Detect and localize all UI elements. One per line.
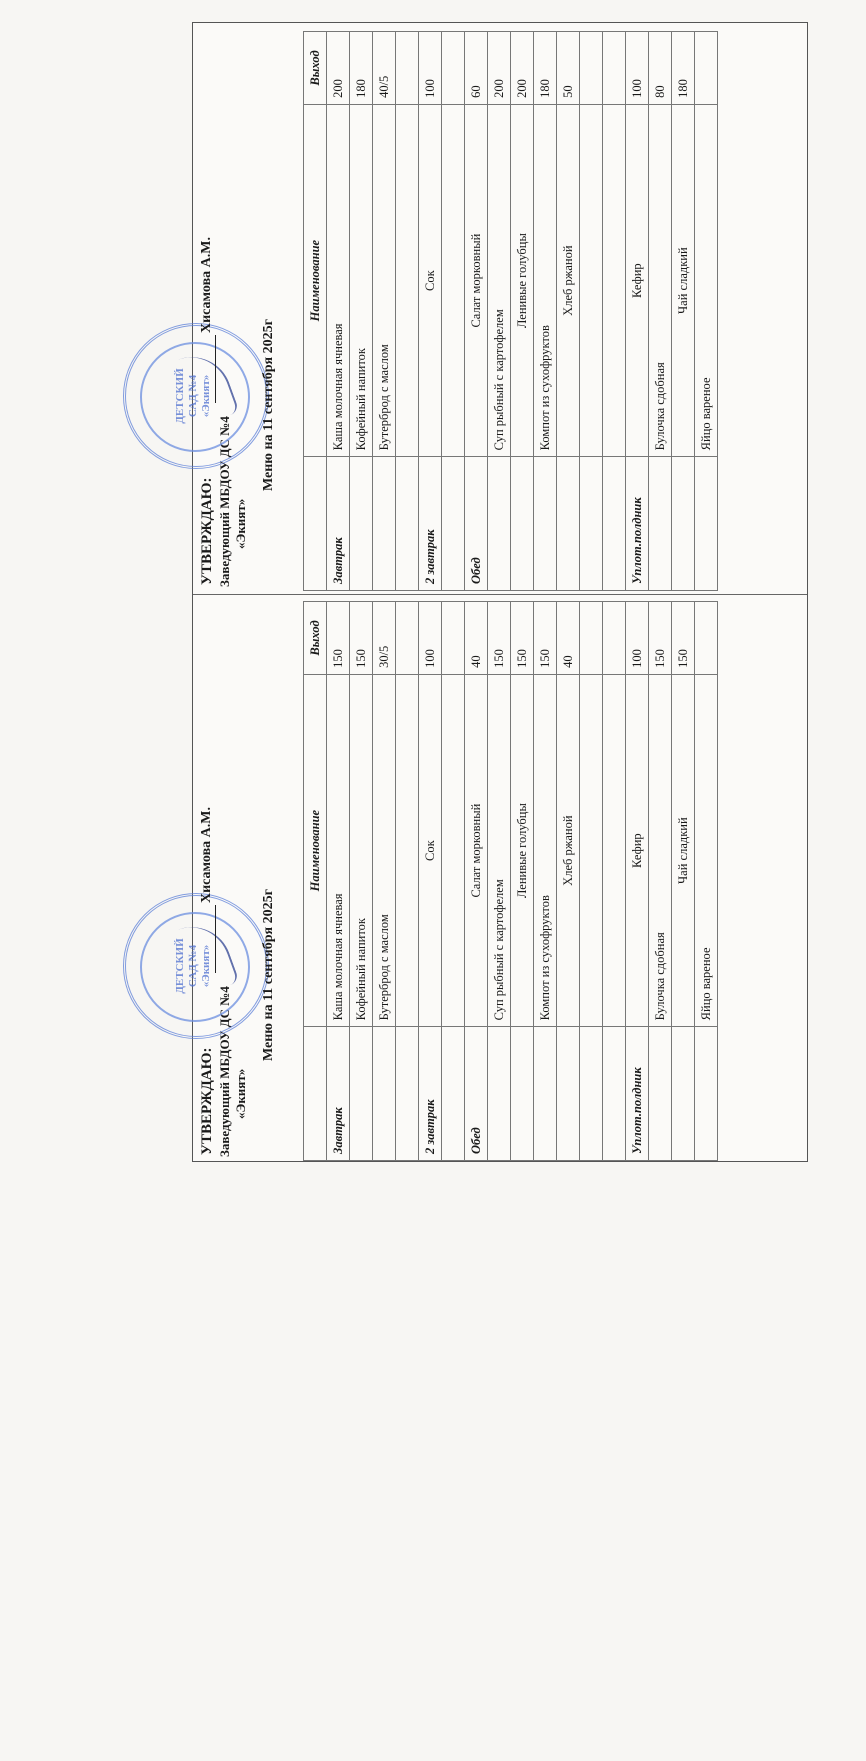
meal-cell: Обед bbox=[465, 1027, 488, 1161]
menu-panel-left bbox=[174, 620, 753, 1761]
dish-cell: Кефир bbox=[626, 674, 649, 1026]
meal-cell: Завтрак bbox=[327, 1027, 350, 1161]
meal-cell bbox=[373, 457, 396, 591]
output-cell: 40 bbox=[465, 602, 488, 675]
table-row bbox=[695, 32, 718, 591]
dish-cell: Суп рыбный с картофелем bbox=[488, 104, 511, 456]
meal-cell bbox=[442, 457, 465, 591]
stamp-text: ДЕТСКИЙ САД №4 «Экият» bbox=[174, 938, 212, 994]
stamp-text: ДЕТСКИЙ САД №4 «Экият» bbox=[174, 368, 212, 424]
menu-title: Меню на 11 сентября 2025г bbox=[261, 319, 276, 491]
output-cell: 150 bbox=[534, 602, 557, 675]
org-label: «Экият» bbox=[233, 1068, 248, 1119]
dish-cell: Каша молочная ячневая bbox=[327, 104, 350, 456]
output-cell: 100 bbox=[419, 602, 442, 675]
dish-cell: Сок bbox=[419, 674, 442, 1026]
dish-cell: Кофейный напиток bbox=[350, 674, 373, 1026]
dish-cell: Чай сладкий bbox=[672, 674, 695, 1026]
dish-cell: Компот из сухофруктов bbox=[534, 674, 557, 1026]
table-row bbox=[350, 32, 373, 591]
table-row bbox=[442, 32, 465, 591]
dish-cell: Бутерброд с маслом bbox=[373, 104, 396, 456]
dish-cell: Салат морковный bbox=[465, 674, 488, 1026]
output-cell: 150 bbox=[350, 602, 373, 675]
table-row bbox=[327, 32, 350, 591]
org-label: «Экият» bbox=[233, 498, 248, 549]
position-label: Заведующий МБДОУ ДС №4 bbox=[217, 416, 232, 587]
dish-cell: Чай сладкий bbox=[672, 104, 695, 456]
meal-cell bbox=[557, 457, 580, 591]
output-cell: 100 bbox=[626, 602, 649, 675]
output-cell: 100 bbox=[419, 32, 442, 105]
dish-cell bbox=[580, 104, 603, 456]
table-row bbox=[672, 32, 695, 591]
meal-cell bbox=[603, 457, 626, 591]
dish-cell: Кофейный напиток bbox=[350, 104, 373, 456]
dish-cell: Хлеб ржаной bbox=[557, 674, 580, 1026]
table-row bbox=[373, 32, 396, 591]
dish-cell: Бутерброд с маслом bbox=[373, 674, 396, 1026]
dish-cell: Булочка сдобная bbox=[649, 104, 672, 456]
table-row bbox=[534, 32, 557, 591]
meal-cell bbox=[649, 457, 672, 591]
table-row bbox=[419, 32, 442, 591]
dish-cell bbox=[603, 104, 626, 456]
meal-cell bbox=[511, 457, 534, 591]
table-row bbox=[603, 32, 626, 591]
output-cell: 180 bbox=[350, 32, 373, 105]
output-cell: 40/5 bbox=[373, 32, 396, 105]
approve-label: УТВЕРЖДАЮ: bbox=[199, 477, 215, 585]
meal-cell bbox=[350, 457, 373, 591]
dish-cell: Сок bbox=[419, 104, 442, 456]
dish-cell: Ленивые голубцы bbox=[511, 104, 534, 456]
document-sheet bbox=[174, 22, 808, 1162]
meal-cell bbox=[580, 457, 603, 591]
output-cell: 150 bbox=[672, 602, 695, 675]
output-cell bbox=[396, 32, 419, 105]
position-label: Заведующий МБДОУ ДС №4 bbox=[217, 986, 232, 1157]
signer-name: Хисамова А.М. bbox=[199, 807, 214, 903]
output-cell: 80 bbox=[649, 32, 672, 105]
output-cell: 200 bbox=[511, 32, 534, 105]
output-cell: 50 bbox=[557, 32, 580, 105]
output-cell: 150 bbox=[327, 602, 350, 675]
meal-cell bbox=[534, 457, 557, 591]
table-row bbox=[649, 32, 672, 591]
dish-cell: Яйцо вареное bbox=[695, 674, 718, 1026]
dish-cell bbox=[396, 104, 419, 456]
meal-cell: Завтрак bbox=[327, 457, 350, 591]
output-cell: 200 bbox=[327, 32, 350, 105]
output-cell bbox=[603, 32, 626, 105]
output-cell bbox=[442, 32, 465, 105]
table-row bbox=[511, 32, 534, 591]
meal-cell: Уплот.полдник bbox=[626, 457, 649, 591]
meal-cell bbox=[672, 457, 695, 591]
meal-cell: Обед bbox=[465, 457, 488, 591]
meal-cell bbox=[488, 457, 511, 591]
dish-cell: Кефир bbox=[626, 104, 649, 456]
table-header-row bbox=[304, 32, 327, 591]
col-header-name: Наименование bbox=[304, 104, 327, 456]
table-row bbox=[396, 32, 419, 591]
output-cell: 180 bbox=[534, 32, 557, 105]
meal-cell: 2 завтрак bbox=[419, 1027, 442, 1161]
dish-cell: Хлеб ржаной bbox=[557, 104, 580, 456]
meal-cell: 2 завтрак bbox=[419, 457, 442, 591]
output-cell: 150 bbox=[511, 602, 534, 675]
output-cell: 40 bbox=[557, 602, 580, 675]
output-cell bbox=[580, 32, 603, 105]
output-cell: 30/5 bbox=[373, 602, 396, 675]
dish-cell: Ленивые голубцы bbox=[511, 674, 534, 1026]
meal-cell bbox=[695, 457, 718, 591]
menu-title: Меню на 11 сентября 2025г bbox=[261, 889, 276, 1061]
menu-panel-right bbox=[174, 50, 753, 1191]
output-cell: 150 bbox=[649, 602, 672, 675]
col-header-meal bbox=[304, 457, 327, 591]
output-cell: 180 bbox=[672, 32, 695, 105]
col-header-out: Выход bbox=[304, 602, 327, 675]
output-cell: 200 bbox=[488, 32, 511, 105]
table-row bbox=[626, 32, 649, 591]
table-row bbox=[557, 32, 580, 591]
dish-cell: Компот из сухофруктов bbox=[534, 104, 557, 456]
meal-cell: Уплот.полдник bbox=[626, 1027, 649, 1161]
dish-cell bbox=[442, 104, 465, 456]
dish-cell: Булочка сдобная bbox=[649, 674, 672, 1026]
output-cell: 150 bbox=[488, 602, 511, 675]
menu-table-right bbox=[303, 31, 718, 591]
col-header-name: Наименование bbox=[304, 674, 327, 1026]
dish-cell: Каша молочная ячневая bbox=[327, 674, 350, 1026]
col-header-out: Выход bbox=[304, 32, 327, 105]
dish-cell: Яйцо вареное bbox=[695, 104, 718, 456]
signer-name: Хисамова А.М. bbox=[199, 237, 214, 333]
approve-label: УТВЕРЖДАЮ: bbox=[199, 1047, 215, 1155]
meal-cell bbox=[396, 457, 419, 591]
output-cell: 60 bbox=[465, 32, 488, 105]
table-row bbox=[465, 32, 488, 591]
dish-cell: Суп рыбный с картофелем bbox=[488, 674, 511, 1026]
output-cell: 100 bbox=[626, 32, 649, 105]
header-right bbox=[174, 31, 301, 591]
table-row bbox=[488, 32, 511, 591]
table-row bbox=[580, 32, 603, 591]
dish-cell: Салат морковный bbox=[465, 104, 488, 456]
output-cell bbox=[695, 32, 718, 105]
